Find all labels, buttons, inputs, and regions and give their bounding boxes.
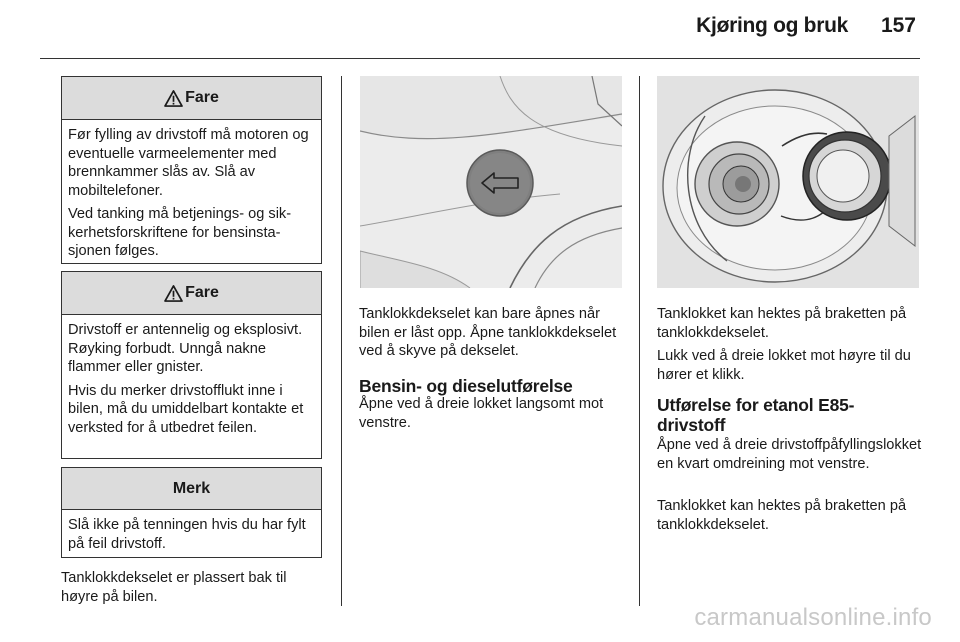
warning-box-title: Fare bbox=[185, 89, 219, 106]
note-box-title: Merk bbox=[172, 479, 211, 497]
column-divider-1 bbox=[341, 76, 342, 606]
right-paragraph-1: Tanklokket kan hektes på braketten på tanklokkdekselet. bbox=[657, 306, 907, 341]
warning-box-body bbox=[62, 315, 321, 443]
warning-box-header bbox=[62, 272, 321, 315]
warning-paragraph: Hvis du merker drivstofflukt inne i bilen, må du umiddelbart kontakte et verksted for å utbedret feilen. bbox=[68, 382, 304, 436]
fuel-cap-drawing bbox=[657, 76, 919, 288]
section-heading-ethanol: Utførelse for etanol E85-drivstoff bbox=[657, 395, 855, 435]
fuel-door-caption: Tanklokkdekselet kan bare åpnes når bilen er låst opp. Åpne tanklokkdekselet ved å skyve på dekselet. bbox=[359, 306, 617, 359]
page-header-title: Kjøring og bruk bbox=[696, 14, 848, 37]
note-box-body bbox=[62, 510, 321, 559]
note-box-header bbox=[62, 468, 321, 510]
header-divider bbox=[40, 58, 920, 59]
right-paragraph-2: Lukk ved å dreie lokket mot høyre til du hører et klikk. bbox=[657, 348, 911, 383]
warning-paragraph: Ved tanking må betjenings- og sikkerhetsforskriftene for bensinstasjonen følges. bbox=[68, 206, 292, 259]
section-heading-petrol-diesel: Bensin- og dieselutførelse bbox=[359, 376, 573, 396]
warning-box-header bbox=[62, 77, 321, 120]
watermark-text: carmanualsonline.info bbox=[694, 604, 932, 631]
fuel-door-illustration bbox=[360, 76, 622, 288]
warning-box-title: Fare bbox=[185, 284, 219, 301]
warning-triangle-icon bbox=[164, 90, 183, 107]
note-box bbox=[61, 467, 322, 558]
warning-paragraph: Drivstoff er antennelig og eksplosivt. Røyking forbudt. Unngå nakne flammer eller gnister. bbox=[68, 322, 303, 375]
warning-paragraph: Før fylling av drivstoff må motoren og eventuelle varmeelementer med brennkammer slås av. Slå av mobiltelefoner. bbox=[68, 127, 309, 199]
note-paragraph: Slå ikke på tenningen hvis du har fylt på feil drivstoff. bbox=[68, 517, 306, 552]
right-paragraph-4: Tanklokket kan hektes på braketten på tanklokkdekselet. bbox=[657, 498, 907, 533]
right-paragraph-3: Åpne ved å dreie drivstoffpåfyllingslokket en kvart omdreining mot venstre. bbox=[657, 437, 922, 472]
page-number: 157 bbox=[880, 14, 916, 37]
warning-box-1 bbox=[61, 76, 322, 264]
warning-box-2 bbox=[61, 271, 322, 459]
petrol-diesel-text: Åpne ved å dreie lokket langsomt mot venstre. bbox=[359, 396, 604, 431]
warning-box-body bbox=[62, 120, 321, 267]
fuel-door-location-text: Tanklokkdekselet er plassert bak til høyre på bilen. bbox=[61, 570, 287, 605]
warning-triangle-icon bbox=[164, 285, 183, 302]
column-divider-2 bbox=[639, 76, 640, 606]
fuel-cap-illustration bbox=[657, 76, 919, 288]
fuel-door-drawing bbox=[360, 76, 622, 288]
